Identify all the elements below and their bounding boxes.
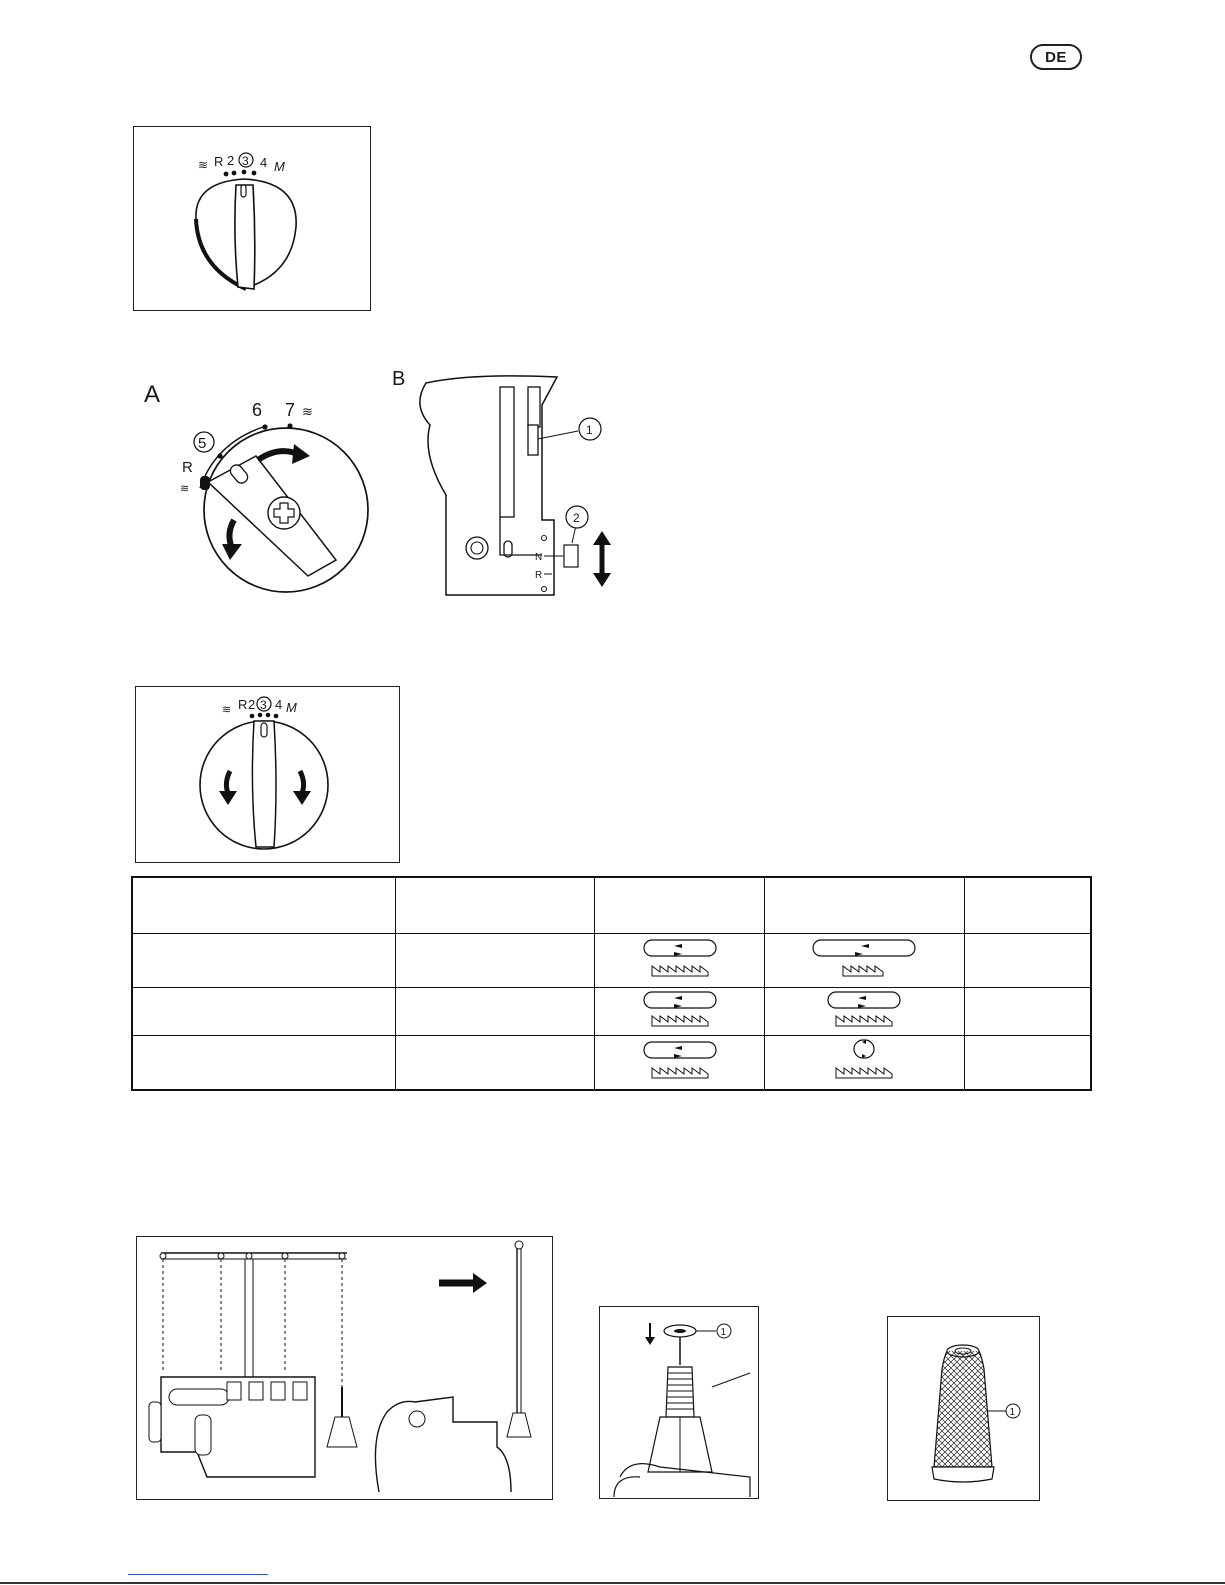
position-r: R [535, 570, 543, 581]
thread-net-drawing [888, 1317, 1038, 1499]
dial-label-3: 3 [260, 698, 267, 712]
callout-1: 1 [720, 1327, 727, 1338]
table-cell [765, 877, 965, 933]
table-row [132, 933, 1091, 987]
normal-feed-icon [822, 988, 906, 1030]
differential-dial-drawing [134, 127, 369, 309]
dial-label-4: 4 [260, 155, 268, 170]
table-row [132, 1035, 1091, 1090]
figure-a-drawing [138, 372, 373, 602]
figure-b-drawing [392, 365, 627, 605]
thread-stand-drawing [137, 1237, 551, 1498]
gather-feed-icon [822, 1038, 906, 1082]
table-cell [964, 877, 1091, 933]
differential-feed-table [131, 876, 1092, 1091]
table-header-row [132, 877, 1091, 933]
dial-label-4: 4 [275, 697, 283, 712]
position-n: N [535, 552, 543, 563]
normal-feed-icon [638, 988, 722, 1030]
label-r: R [182, 459, 193, 476]
label-6: 6 [252, 400, 263, 420]
table-row [132, 987, 1091, 1035]
figure-thread-net [887, 1316, 1040, 1501]
stitch-length-dial-drawing [136, 687, 398, 861]
figure-thread-stand [136, 1236, 553, 1500]
table-cell [595, 877, 765, 933]
right-arrow-icon [473, 1273, 487, 1293]
label-7: 7 [285, 400, 296, 420]
bottom-rule [0, 1582, 1225, 1584]
normal-feed-icon [638, 1038, 722, 1082]
table-cell [132, 877, 395, 933]
figure-b-letter: B [392, 368, 406, 390]
svg-text:≋: ≋ [302, 404, 313, 419]
figure-differential-dial [133, 126, 371, 311]
dial-knob [196, 179, 296, 289]
normal-feed-icon [638, 936, 722, 980]
label-5: 5 [198, 435, 207, 452]
zigzag-label: ≋ [198, 158, 209, 172]
down-arrow-icon [645, 1337, 655, 1345]
footer-link-underline [128, 1574, 268, 1575]
feed-lever [564, 545, 578, 567]
dial-scale [198, 153, 285, 176]
dial-label-m: M [274, 159, 285, 174]
figure-spool-cap [599, 1306, 759, 1499]
net-sleeve [934, 1351, 992, 1467]
svg-text:≋: ≋ [222, 704, 232, 716]
spool-cap-drawing [600, 1307, 757, 1497]
callout-2: 2 [573, 511, 580, 525]
table-cell [395, 877, 594, 933]
up-down-arrow-icon [593, 531, 611, 587]
zigzag-small-icon: ≋ [180, 483, 190, 495]
figure-stitch-length-dial [135, 686, 400, 863]
language-badge: DE [1030, 44, 1082, 70]
figure-a [138, 372, 373, 602]
dial-label-2: 2 [227, 153, 235, 168]
dial-label-3: 3 [242, 154, 249, 168]
dial-label-r: R [238, 697, 248, 712]
callout-1: 1 [1009, 1407, 1016, 1418]
figure-b [392, 365, 627, 605]
callout-1: 1 [586, 423, 593, 437]
dial-label-2: 2 [248, 697, 256, 712]
stretch-feed-icon [809, 936, 919, 980]
dial-label-m: M [286, 700, 297, 715]
figure-a-letter: A [144, 381, 161, 408]
dial-label-r: R [214, 154, 224, 169]
